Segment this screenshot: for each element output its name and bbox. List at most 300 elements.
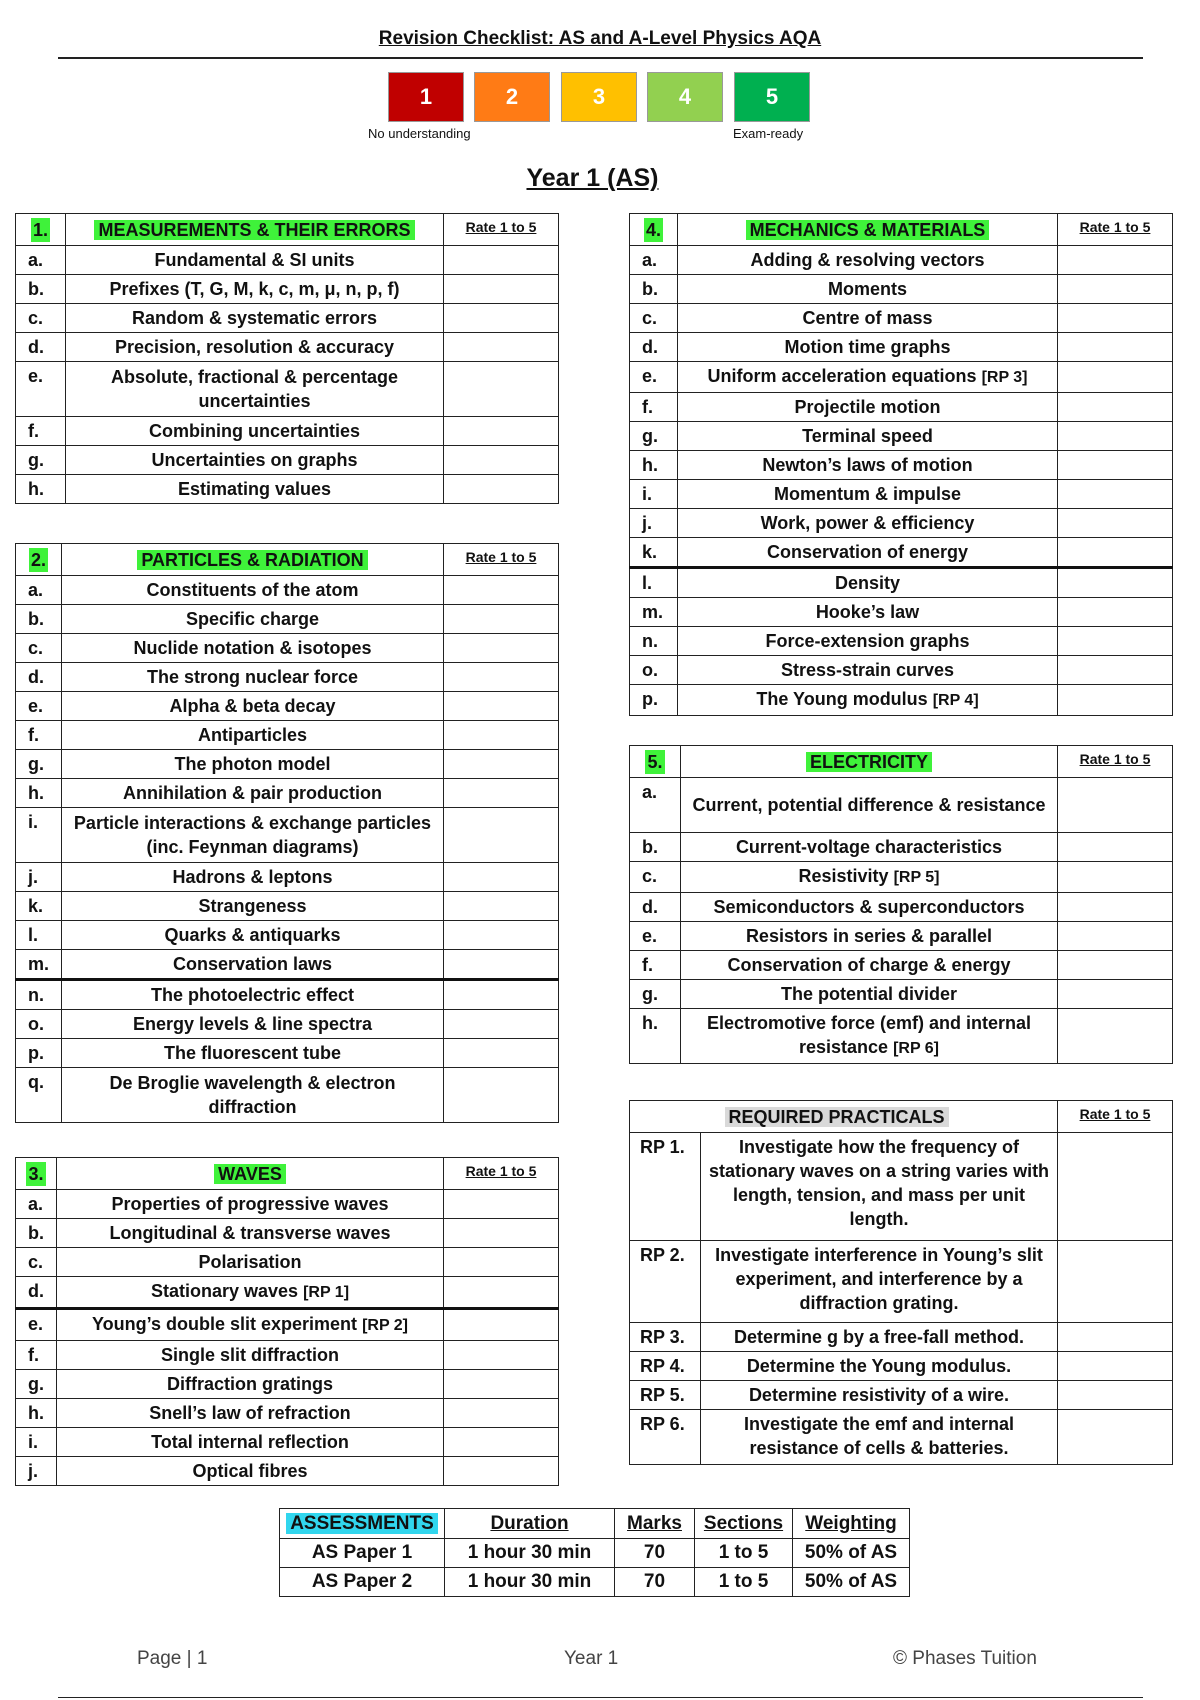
assessment-duration: 1 hour 30 min: [445, 1568, 615, 1597]
row-letter: g.: [630, 980, 681, 1009]
row-topic: [62, 1068, 444, 1123]
topic-text: Conservation laws: [172, 954, 333, 974]
topic-text: Young’s double slit experiment: [92, 1314, 358, 1334]
rating-cell[interactable]: [444, 576, 559, 605]
checklist-row: [16, 808, 559, 863]
rating-cell[interactable]: [1058, 833, 1173, 862]
rating-cell[interactable]: [1058, 538, 1173, 568]
checklist-row: [16, 1309, 559, 1341]
assessment-weighting: 50% of AS: [793, 1568, 910, 1597]
topic-text: The fluorescent tube: [163, 1043, 342, 1063]
checklist-row: [16, 417, 559, 446]
rating-cell[interactable]: [444, 750, 559, 779]
rating-cell[interactable]: [1058, 509, 1173, 538]
row-topic: [62, 1010, 444, 1039]
row-topic: [62, 980, 444, 1010]
practical-row: [630, 1352, 1173, 1381]
rating-cell[interactable]: [444, 275, 559, 304]
row-topic: [678, 627, 1058, 656]
rating-cell[interactable]: [1058, 480, 1173, 509]
rating-cell[interactable]: [1058, 1241, 1173, 1323]
practical-description: Determine the Young modulus.: [701, 1352, 1058, 1381]
topic-text: The potential divider: [780, 984, 958, 1004]
footer-rule: [58, 1697, 1143, 1698]
row-topic: [62, 692, 444, 721]
rating-cell[interactable]: [444, 808, 559, 863]
scale-box-2: 2: [474, 72, 550, 122]
particles-rate-header: Rate 1 to 5: [444, 544, 559, 576]
row-letter: h.: [16, 779, 62, 808]
row-topic: [678, 598, 1058, 627]
rating-cell[interactable]: [1058, 568, 1173, 598]
row-letter: j.: [630, 509, 678, 538]
rp-tag: [RP 2]: [362, 1317, 408, 1334]
checklist-row: [630, 304, 1173, 333]
rating-cell[interactable]: [444, 1190, 559, 1219]
assessments-column-header: Sections: [695, 1509, 793, 1539]
topic-text: Semiconductors & superconductors: [713, 897, 1025, 917]
section-particles-table: [15, 543, 559, 1123]
checklist-row: [16, 1039, 559, 1068]
rating-cell[interactable]: [444, 1010, 559, 1039]
assessment-sections: 1 to 5: [695, 1539, 793, 1568]
waves-rate-header: Rate 1 to 5: [444, 1158, 559, 1190]
assessment-sections: 1 to 5: [695, 1568, 793, 1597]
rating-cell[interactable]: [444, 1068, 559, 1123]
row-topic: [681, 980, 1058, 1009]
topic-text: Longitudinal & transverse waves: [109, 1223, 391, 1243]
row-topic: [57, 1309, 444, 1341]
row-letter: g.: [16, 446, 66, 475]
rating-cell[interactable]: [444, 1219, 559, 1248]
checklist-row: [16, 950, 559, 980]
assessments-column-header: Marks: [615, 1509, 695, 1539]
waves-header-row: [16, 1158, 559, 1190]
practical-code: RP 5.: [630, 1381, 701, 1410]
rating-cell[interactable]: [444, 1039, 559, 1068]
row-topic: [62, 576, 444, 605]
row-letter: f.: [16, 721, 62, 750]
rating-cell[interactable]: [444, 980, 559, 1010]
rating-cell[interactable]: [444, 1248, 559, 1277]
topic-text: Fundamental & SI units: [154, 250, 355, 270]
footer-year: Year 1: [564, 1648, 619, 1669]
checklist-row: [16, 1068, 559, 1123]
row-letter: b.: [630, 275, 678, 304]
checklist-row: [630, 980, 1173, 1009]
row-letter: a.: [16, 576, 62, 605]
rating-cell[interactable]: [444, 605, 559, 634]
topic-text: Conservation of energy: [766, 542, 969, 562]
rating-cell[interactable]: [444, 1457, 559, 1486]
assessment-marks: 70: [615, 1539, 695, 1568]
rating-cell[interactable]: [1058, 893, 1173, 922]
checklist-row: [630, 509, 1173, 538]
practical-row: [630, 1410, 1173, 1465]
rating-cell[interactable]: [444, 721, 559, 750]
row-topic: [57, 1341, 444, 1370]
rating-cell[interactable]: [444, 863, 559, 892]
practical-code: RP 1.: [630, 1133, 701, 1241]
row-topic: [62, 950, 444, 980]
row-letter: d.: [630, 893, 681, 922]
topic-text: The strong nuclear force: [146, 667, 359, 687]
checklist-row: [16, 446, 559, 475]
row-topic: [678, 304, 1058, 333]
topic-text: Particle interactions & exchange particles (inc. Feynman diagrams): [73, 813, 432, 857]
rp-tag: [RP 6]: [893, 1040, 939, 1057]
rating-cell[interactable]: [444, 779, 559, 808]
row-topic: [62, 721, 444, 750]
section-waves-table: [15, 1157, 559, 1486]
row-topic: [678, 509, 1058, 538]
row-topic: [678, 568, 1058, 598]
topic-text: Stationary waves: [150, 1281, 299, 1301]
topic-text: Strangeness: [198, 896, 307, 916]
waves-section-title: WAVES: [57, 1158, 444, 1190]
rating-cell[interactable]: [444, 362, 559, 417]
topic-text: Energy levels & line spectra: [132, 1014, 373, 1034]
rating-cell[interactable]: [1058, 246, 1173, 275]
row-topic: [678, 422, 1058, 451]
row-letter: f.: [630, 393, 678, 422]
checklist-row: [630, 480, 1173, 509]
row-letter: e.: [630, 922, 681, 951]
checklist-row: [630, 951, 1173, 980]
rating-cell[interactable]: [1058, 778, 1173, 833]
rating-cell[interactable]: [444, 692, 559, 721]
rating-cell[interactable]: [1058, 393, 1173, 422]
topic-text: Single slit diffraction: [160, 1345, 339, 1365]
row-topic: [678, 480, 1058, 509]
checklist-row: [16, 779, 559, 808]
rating-cell[interactable]: [444, 246, 559, 275]
rating-cell[interactable]: [1058, 922, 1173, 951]
rating-cell[interactable]: [444, 1277, 559, 1309]
measurements-header-row: [16, 214, 559, 246]
checklist-row: [630, 1009, 1173, 1064]
rating-cell[interactable]: [1058, 275, 1173, 304]
rating-cell[interactable]: [444, 950, 559, 980]
rating-cell[interactable]: [1058, 627, 1173, 656]
checklist-row: [630, 685, 1173, 716]
rp-tag: [RP 1]: [303, 1284, 350, 1301]
practical-code: RP 4.: [630, 1352, 701, 1381]
row-topic: [678, 656, 1058, 685]
topic-text: Diffraction gratings: [166, 1374, 333, 1394]
practical-code: RP 2.: [630, 1241, 701, 1323]
topic-text: Current-voltage characteristics: [735, 837, 1003, 857]
checklist-row: [630, 627, 1173, 656]
rating-cell[interactable]: [1058, 451, 1173, 480]
row-letter: d.: [16, 1277, 57, 1309]
practicals-rate-header: Rate 1 to 5: [1058, 1101, 1173, 1133]
row-letter: a.: [16, 1190, 57, 1219]
row-topic: [681, 778, 1058, 833]
topic-text: Constituents of the atom: [146, 580, 359, 600]
checklist-row: [630, 362, 1173, 393]
rating-cell[interactable]: [444, 1399, 559, 1428]
topic-text: Properties of progressive waves: [111, 1194, 389, 1214]
checklist-row: [630, 598, 1173, 627]
row-topic: [678, 393, 1058, 422]
particles-header-row: [16, 544, 559, 576]
topic-text: Specific charge: [185, 609, 320, 629]
row-letter: p.: [16, 1039, 62, 1068]
document-title: Revision Checklist: AS and A-Level Physics AQA: [378, 28, 822, 49]
rating-cell[interactable]: [1058, 422, 1173, 451]
topic-text: Hadrons & leptons: [172, 867, 333, 887]
row-topic: [62, 605, 444, 634]
topic-text: The Young modulus: [756, 689, 928, 709]
topic-text: Precision, resolution & accuracy: [114, 337, 395, 357]
row-topic: [678, 333, 1058, 362]
row-letter: b.: [16, 275, 66, 304]
rating-cell[interactable]: [1058, 1381, 1173, 1410]
practical-row: [630, 1323, 1173, 1352]
rating-cell[interactable]: [1058, 1323, 1173, 1352]
topic-text: Stress-strain curves: [780, 660, 955, 680]
rating-cell[interactable]: [444, 1309, 559, 1341]
row-letter: l.: [16, 921, 62, 950]
row-letter: c.: [16, 1248, 57, 1277]
assessments-table: [279, 1508, 910, 1597]
rating-cell[interactable]: [444, 417, 559, 446]
row-topic: [678, 246, 1058, 275]
topic-text: Centre of mass: [802, 308, 933, 328]
row-letter: b.: [630, 833, 681, 862]
row-topic: [62, 1039, 444, 1068]
checklist-row: [16, 362, 559, 417]
rating-cell[interactable]: [444, 1428, 559, 1457]
row-letter: d.: [16, 663, 62, 692]
rating-cell[interactable]: [1058, 1009, 1173, 1064]
rating-cell[interactable]: [1058, 362, 1173, 393]
row-letter: q.: [16, 1068, 62, 1123]
particles-section-title: PARTICLES & RADIATION: [62, 544, 444, 576]
checklist-row: [16, 1219, 559, 1248]
row-letter: j.: [16, 863, 62, 892]
row-letter: b.: [16, 1219, 57, 1248]
topic-text: Force-extension graphs: [765, 631, 970, 651]
row-letter: e.: [16, 362, 66, 417]
practical-code: RP 3.: [630, 1323, 701, 1352]
checklist-row: [630, 893, 1173, 922]
topic-text: Combining uncertainties: [148, 421, 361, 441]
row-topic: [66, 362, 444, 417]
row-topic: [681, 1009, 1058, 1064]
topic-text: Motion time graphs: [784, 337, 951, 357]
checklist-row: [16, 663, 559, 692]
row-letter: g.: [630, 422, 678, 451]
row-letter: b.: [16, 605, 62, 634]
row-topic: [66, 304, 444, 333]
checklist-row: [16, 275, 559, 304]
rating-cell[interactable]: [1058, 304, 1173, 333]
measurements-rate-header: Rate 1 to 5: [444, 214, 559, 246]
topic-text: Resistors in series & parallel: [745, 926, 993, 946]
rating-cell[interactable]: [1058, 862, 1173, 893]
row-topic: [66, 333, 444, 362]
row-letter: i.: [16, 1428, 57, 1457]
rating-cell[interactable]: [1058, 656, 1173, 685]
section-measurements-table: [15, 213, 559, 504]
rating-cell[interactable]: [1058, 1410, 1173, 1465]
row-letter: e.: [16, 692, 62, 721]
rating-cell[interactable]: [1058, 1133, 1173, 1241]
row-letter: j.: [16, 1457, 57, 1486]
row-letter: e.: [16, 1309, 57, 1341]
topic-text: Absolute, fractional & percentage uncertainties: [110, 367, 399, 411]
row-letter: e.: [630, 362, 678, 393]
rating-cell[interactable]: [1058, 685, 1173, 716]
checklist-row: [16, 1399, 559, 1428]
rating-cell[interactable]: [444, 634, 559, 663]
checklist-row: [630, 275, 1173, 304]
checklist-row: [630, 862, 1173, 893]
rating-cell[interactable]: [444, 333, 559, 362]
row-topic: [62, 921, 444, 950]
row-letter: f.: [16, 1341, 57, 1370]
checklist-row: [16, 304, 559, 333]
scale-box-1: 1: [388, 72, 464, 122]
topic-text: Alpha & beta decay: [169, 696, 336, 716]
rating-cell[interactable]: [444, 1370, 559, 1399]
row-topic: [62, 663, 444, 692]
row-topic: [62, 750, 444, 779]
row-letter: p.: [630, 685, 678, 716]
rating-cell[interactable]: [444, 892, 559, 921]
rp-tag: [RP 5]: [893, 869, 940, 886]
section-mechanics-table: [629, 213, 1173, 716]
row-letter: n.: [16, 980, 62, 1010]
checklist-row: [16, 576, 559, 605]
row-letter: a.: [16, 246, 66, 275]
row-letter: g.: [16, 1370, 57, 1399]
row-letter: c.: [16, 304, 66, 333]
topic-text: The photon model: [174, 754, 331, 774]
rating-cell[interactable]: [444, 1341, 559, 1370]
topic-text: Newton’s laws of motion: [762, 455, 973, 475]
row-letter: o.: [16, 1010, 62, 1039]
assessments-column-header: Duration: [445, 1509, 615, 1539]
rating-cell[interactable]: [1058, 951, 1173, 980]
practicals-header-blank: [630, 1101, 701, 1133]
topic-text: Total internal reflection: [151, 1432, 349, 1452]
topic-text: Resistivity: [798, 866, 889, 886]
electricity-rate-header: Rate 1 to 5: [1058, 746, 1173, 778]
practical-description: Investigate how the frequency of stationary waves on a string varies with length, tension, and mass per unit length.: [701, 1133, 1058, 1241]
header-rule: [58, 57, 1143, 59]
rating-cell[interactable]: [444, 921, 559, 950]
checklist-row: [16, 1277, 559, 1309]
checklist-row: [16, 980, 559, 1010]
row-letter: h.: [16, 1399, 57, 1428]
row-letter: c.: [630, 304, 678, 333]
footer-page-number: Page | 1: [137, 1648, 208, 1669]
rating-cell[interactable]: [444, 446, 559, 475]
checklist-row: [630, 246, 1173, 275]
rating-cell[interactable]: [444, 475, 559, 504]
topic-text: Prefixes (T, G, M, k, c, m, μ, n, p, f): [109, 279, 400, 299]
topic-text: Moments: [827, 279, 907, 299]
practical-row: [630, 1133, 1173, 1241]
checklist-row: [16, 1457, 559, 1486]
checklist-row: [16, 634, 559, 663]
topic-text: Nuclide notation & isotopes: [133, 638, 372, 658]
topic-text: Annihilation & pair production: [123, 783, 382, 803]
topic-text: Density: [834, 573, 901, 593]
scale-box-4: 4: [647, 72, 723, 122]
checklist-row: [16, 1428, 559, 1457]
topic-text: Current, potential difference & resistance: [692, 795, 1046, 815]
rating-cell[interactable]: [444, 663, 559, 692]
scale-caption-high: Exam-ready: [733, 126, 804, 141]
waves-section-number: 3.: [16, 1158, 57, 1190]
checklist-row: [16, 1010, 559, 1039]
footer-copyright: © Phases Tuition: [893, 1648, 1037, 1669]
assessments-column-header: Weighting: [793, 1509, 910, 1539]
assessment-name: AS Paper 2: [280, 1568, 445, 1597]
topic-text: Random & systematic errors: [131, 308, 378, 328]
row-letter: m.: [16, 950, 62, 980]
row-topic: [57, 1457, 444, 1486]
rp-tag: [RP 4]: [932, 692, 979, 709]
rating-cell[interactable]: [1058, 598, 1173, 627]
scale-caption-low: No understanding: [368, 126, 471, 141]
row-letter: h.: [16, 475, 66, 504]
row-topic: [678, 685, 1058, 716]
rating-cell[interactable]: [1058, 980, 1173, 1009]
mechanics-header-row: [630, 214, 1173, 246]
checklist-row: [16, 246, 559, 275]
row-letter: h.: [630, 1009, 681, 1064]
row-topic: [678, 451, 1058, 480]
row-letter: l.: [630, 568, 678, 598]
rating-cell[interactable]: [444, 304, 559, 333]
scale-box-5: 5: [734, 72, 810, 122]
practicals-header-row: [630, 1101, 1173, 1133]
row-topic: [57, 1277, 444, 1309]
checklist-row: [16, 1248, 559, 1277]
topic-text: Terminal speed: [802, 426, 933, 446]
electricity-section-title: ELECTRICITY: [681, 746, 1058, 778]
rating-cell[interactable]: [1058, 1352, 1173, 1381]
row-letter: o.: [630, 656, 678, 685]
measurements-section-title: MEASUREMENTS & THEIR ERRORS: [66, 214, 444, 246]
practical-description: Determine resistivity of a wire.: [701, 1381, 1058, 1410]
row-letter: d.: [630, 333, 678, 362]
row-topic: [57, 1248, 444, 1277]
mechanics-rate-header: Rate 1 to 5: [1058, 214, 1173, 246]
rating-cell[interactable]: [1058, 333, 1173, 362]
topic-text: Antiparticles: [197, 725, 308, 745]
particles-section-number: 2.: [16, 544, 62, 576]
checklist-row: [16, 921, 559, 950]
checklist-row: [16, 1341, 559, 1370]
practicals-title: REQUIRED PRACTICALS: [701, 1101, 1058, 1133]
practical-description: Investigate the emf and internal resistance of cells & batteries.: [701, 1410, 1058, 1465]
assessment-name: AS Paper 1: [280, 1539, 445, 1568]
row-topic: [57, 1219, 444, 1248]
topic-text: Quarks & antiquarks: [164, 925, 341, 945]
row-topic: [62, 808, 444, 863]
mechanics-section-number: 4.: [630, 214, 678, 246]
row-topic: [66, 275, 444, 304]
assessment-row: [280, 1568, 910, 1597]
checklist-row: [16, 892, 559, 921]
practical-row: [630, 1241, 1173, 1323]
